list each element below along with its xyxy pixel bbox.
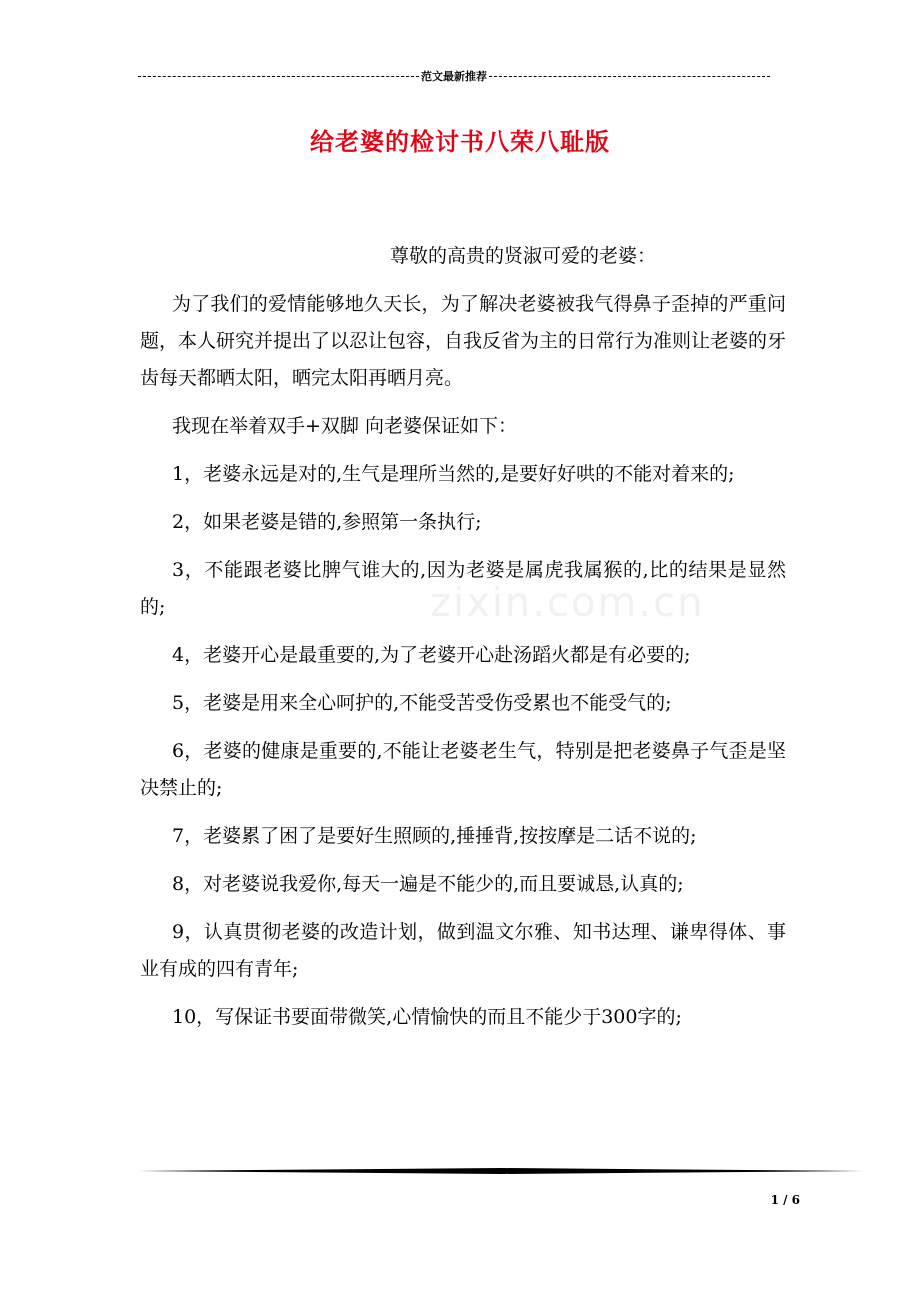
page-number: 1 / 6: [770, 1193, 800, 1207]
list-item: 1，老婆永远是对的,生气是理所当然的,是要好好哄的不能对着来的;: [172, 463, 735, 485]
list-item: 2，如果老婆是错的,参照第一条执行;: [172, 511, 482, 533]
list-item: 3，不能跟老婆比脾气谁大的,因为老婆是属虎我属猴的,比的结果是显然的;: [140, 559, 786, 618]
header-dashes-left: [138, 76, 419, 77]
list-item: 7，老婆累了困了是要好生照顾的,捶捶背,按按摩是二话不说的;: [172, 825, 697, 847]
document-body: [140, 238, 786, 1047]
watermark: zixin.com.cn: [430, 580, 705, 626]
paragraph: 为了我们的爱情能够地久天长，为了解决老婆被我气得鼻子歪掉的严重问题，本人研究并提出了以忍让包容，自我反省为主的日常行为准则让老婆的牙齿每天都晒太阳，晒完太阳再晒月亮。: [140, 293, 787, 389]
salutation: 尊敬的高贵的贤淑可爱的老婆：: [389, 245, 656, 267]
list-item: 9，认真贯彻老婆的改造计划，做到温文尔雅、知书达理、谦卑得体、事业有成的四有青年;: [140, 921, 786, 980]
list-item: 8，对老婆说我爱你,每天一遍是不能少的,而且要诚恳,认真的;: [172, 873, 684, 895]
document-title: 给老婆的检讨书八荣八耻版: [310, 127, 610, 156]
list-item: 5，老婆是用来全心呵护的,不能受苦受伤受累也不能受气的;: [172, 692, 672, 714]
page-header: [138, 68, 770, 84]
footer-divider: [138, 1168, 864, 1174]
header-dashes-right: [489, 76, 770, 77]
list-item: 4，老婆开心是最重要的,为了老婆开心赴汤蹈火都是有必要的;: [172, 644, 691, 666]
paragraph: 我现在举着双手+双脚 向老婆保证如下：: [172, 415, 517, 437]
list-item: 10，写保证书要面带微笑,心情愉快的而且不能少于300字的;: [172, 1006, 682, 1028]
header-label: 范文最新推荐: [421, 70, 487, 83]
list-item: 6，老婆的健康是重要的,不能让老婆老生气，特别是把老婆鼻子气歪是坚决禁止的;: [140, 740, 786, 799]
